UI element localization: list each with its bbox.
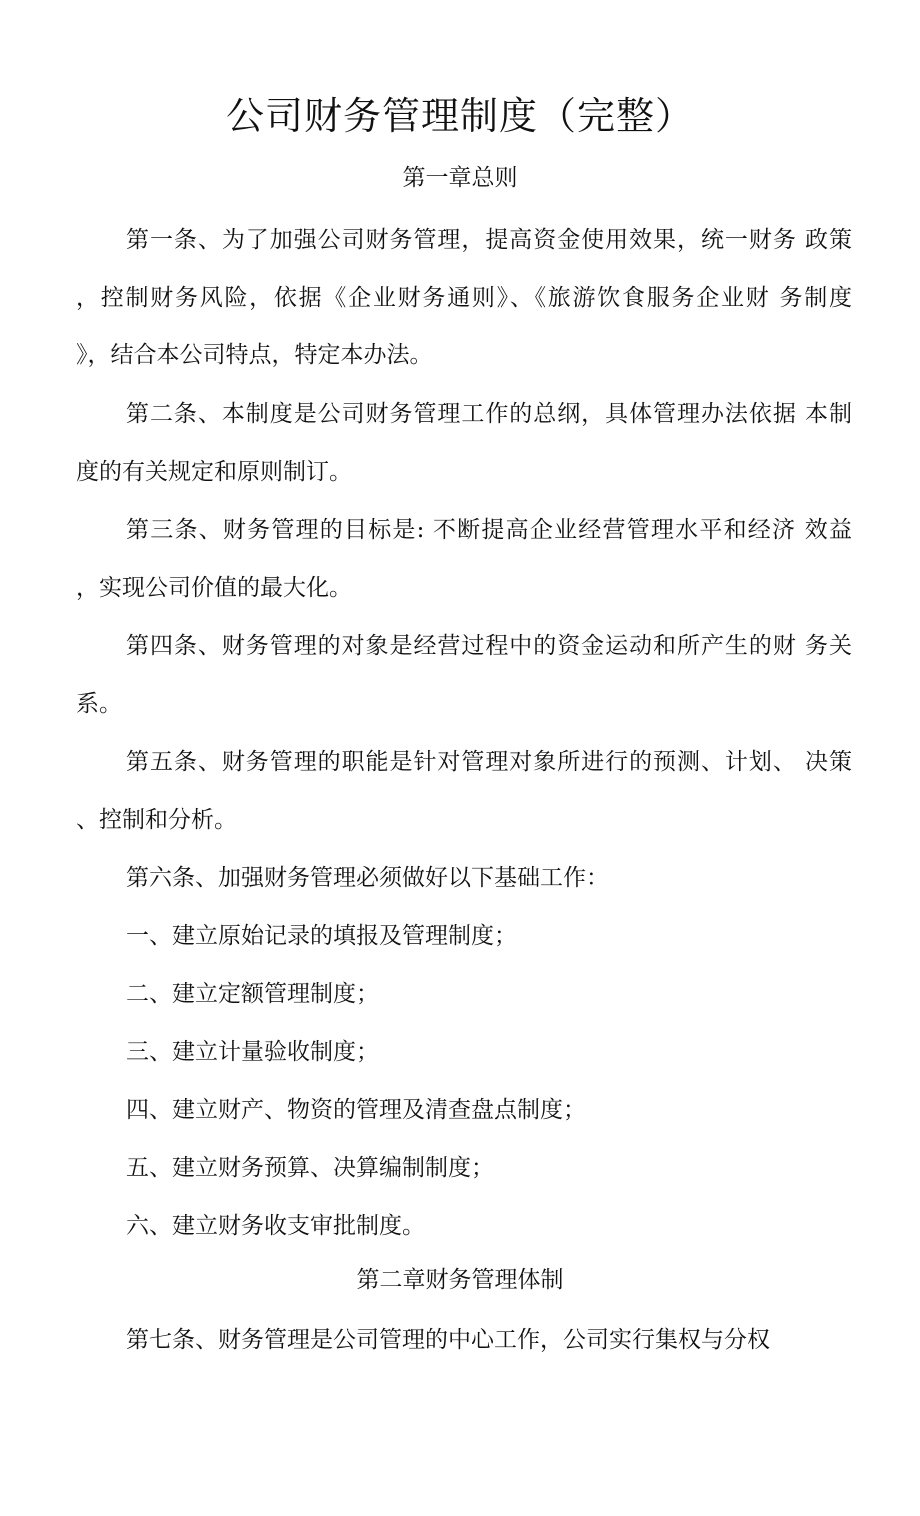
article-5-line-2: 、控制和分析。 (76, 807, 237, 833)
chapter-2-heading: 第二章财务管理体制 (356, 1267, 564, 1293)
list-item: 六、建立财务收支审批制度。 (126, 1213, 425, 1239)
article-2-line-1: 第二条、本制度是公司财务管理工作的总纲，具体管理办法依据 本制 (126, 401, 852, 427)
article-1-line-1: 第一条、为了加强公司财务管理，提高资金使用效果，统一财务 政策 (126, 227, 852, 253)
list-item: 四、建立财产、物资的管理及清查盘点制度； (126, 1097, 586, 1123)
article-7-line-1: 第七条、财务管理是公司管理的中心工作，公司实行集权与分权 (126, 1327, 770, 1353)
article-5-line-1: 第五条、财务管理的职能是针对管理对象所进行的预测、计划、 决策 (126, 749, 852, 775)
document-title: 公司财务管理制度（完整） (225, 94, 694, 138)
article-1-line-3: 》，结合本公司特点，特定本办法。 (76, 342, 433, 368)
list-item: 二、建立定额管理制度； (126, 981, 379, 1007)
list-item: 三、建立计量验收制度； (126, 1039, 379, 1065)
article-2-line-2: 度的有关规定和原则制订。 (76, 459, 352, 485)
article-3-line-1: 第三条、财务管理的目标是: 不断提高企业经营管理水平和经济 效益 (126, 517, 852, 543)
article-1-line-2: ，控制财务风险，依据《企业财务通则》、《旅游饮食服务企业财 务制度 (76, 285, 852, 311)
article-4-line-1: 第四条、财务管理的对象是经营过程中的资金运动和所产生的财 务关 (126, 633, 852, 659)
chapter-1-heading: 第一章总则 (402, 165, 518, 191)
article-6: 第六条、加强财务管理必须做好以下基础工作： (126, 865, 609, 891)
article-4-line-2: 系。 (76, 691, 122, 717)
article-3-line-2: ，实现公司价值的最大化。 (76, 575, 352, 601)
list-item: 五、建立财务预算、决算编制制度； (126, 1155, 494, 1181)
list-item: 一、建立原始记录的填报及管理制度； (126, 923, 517, 949)
